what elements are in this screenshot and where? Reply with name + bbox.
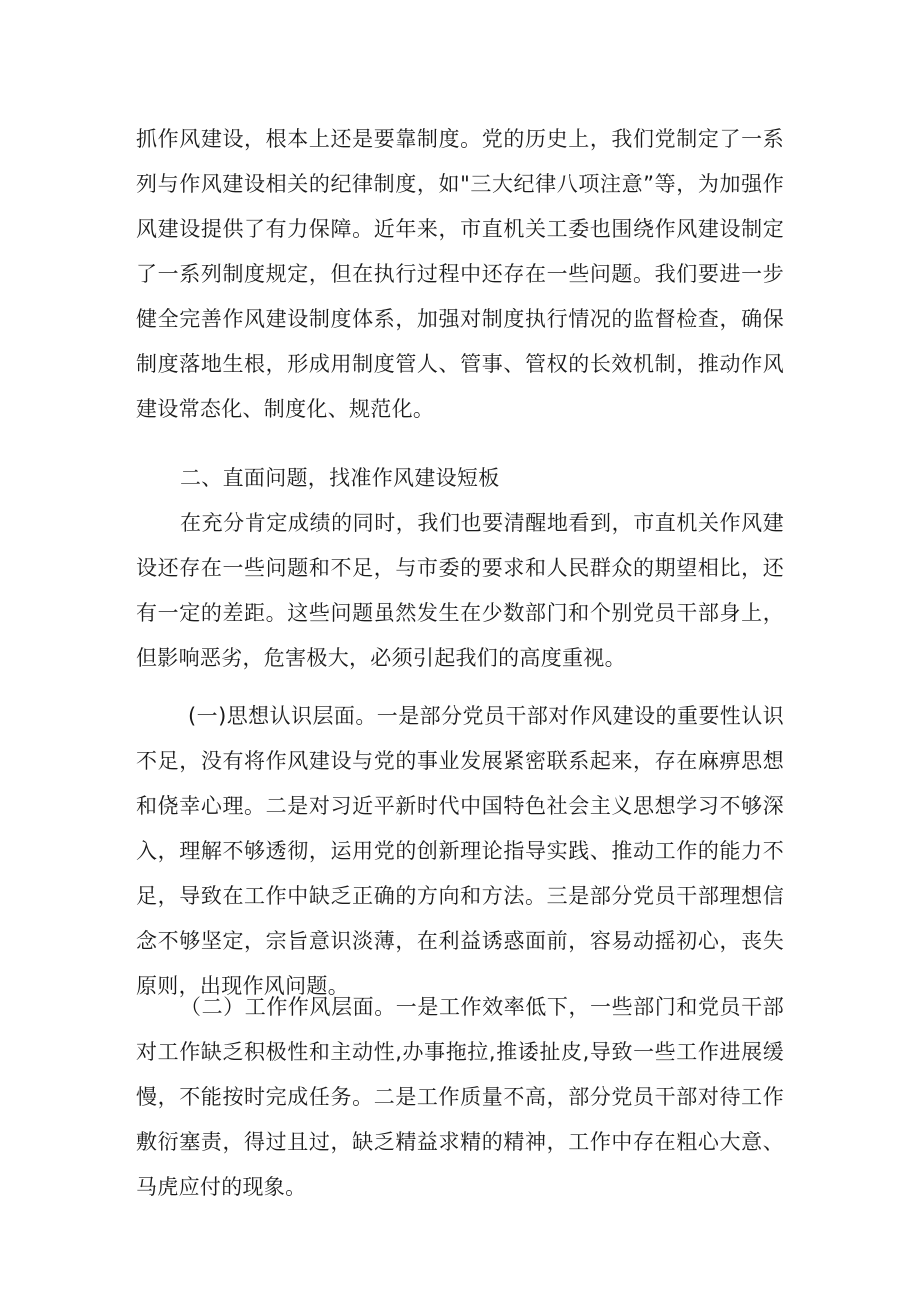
section-heading-2: 二、直面问题，找准作风建设短板 [180,466,500,490]
paragraph-work-style-level: （二）工作作风层面。一是工作效率低下，一些部门和党员干部对工作缺乏积极性和主动性,办事拖拉,推诿扯皮,导致一些工作进展缓慢，不能按时完成任务。二是工作质量不高，部分党员干部对待工作敷衍塞责，得过且过，缺乏精益求精的精神，工作中存在粗心大意、马虎应付的现象。 [136,995,784,1199]
paragraph-ideological-level: (一)思想认识层面。一是部分党员干部对作风建设的重要性认识不足，没有将作风建设与党的事业发展紧密联系起来，存在麻痹思想和侥幸心理。二是对习近平新时代中国特色社会主义思想学习不够深入，理解不够透彻，运用党的创新理论指导实践、推动工作的能力不足，导致在工作中缺乏正确的方向和方法。三是部分党员干部理想信念不够坚定，宗旨意识淡薄，在利益诱惑面前，容易动摇初心，丧失原则，出现作风问题。 [136,704,784,998]
paragraph-institution-building: 抓作风建设，根本上还是要靠制度。党的历史上，我们党制定了一系列与作风建设相关的纪律制度，如"三大纪律八项注意”等，为加强作风建设提供了有力保障。近年来，市直机关工委也围绕作风建设制定了一系列制度规定，但在执行过程中还存在一些问题。我们要进一步健全完善作风建设制度体系，加强对制度执行情况的监督检查，确保制度落地生根，形成用制度管人、管事、管权的长效机制，推动作风建设常态化、制度化、规范化。 [136,127,784,421]
paragraph-problems-intro: 在充分肯定成绩的同时，我们也要清醒地看到，市直机关作风建设还存在一些问题和不足，与市委的要求和人民群众的期望相比，还有一定的差距。这些问题虽然发生在少数部门和个别党员干部身上，但影响恶劣，危害极大，必须引起我们的高度重视。 [136,511,784,670]
